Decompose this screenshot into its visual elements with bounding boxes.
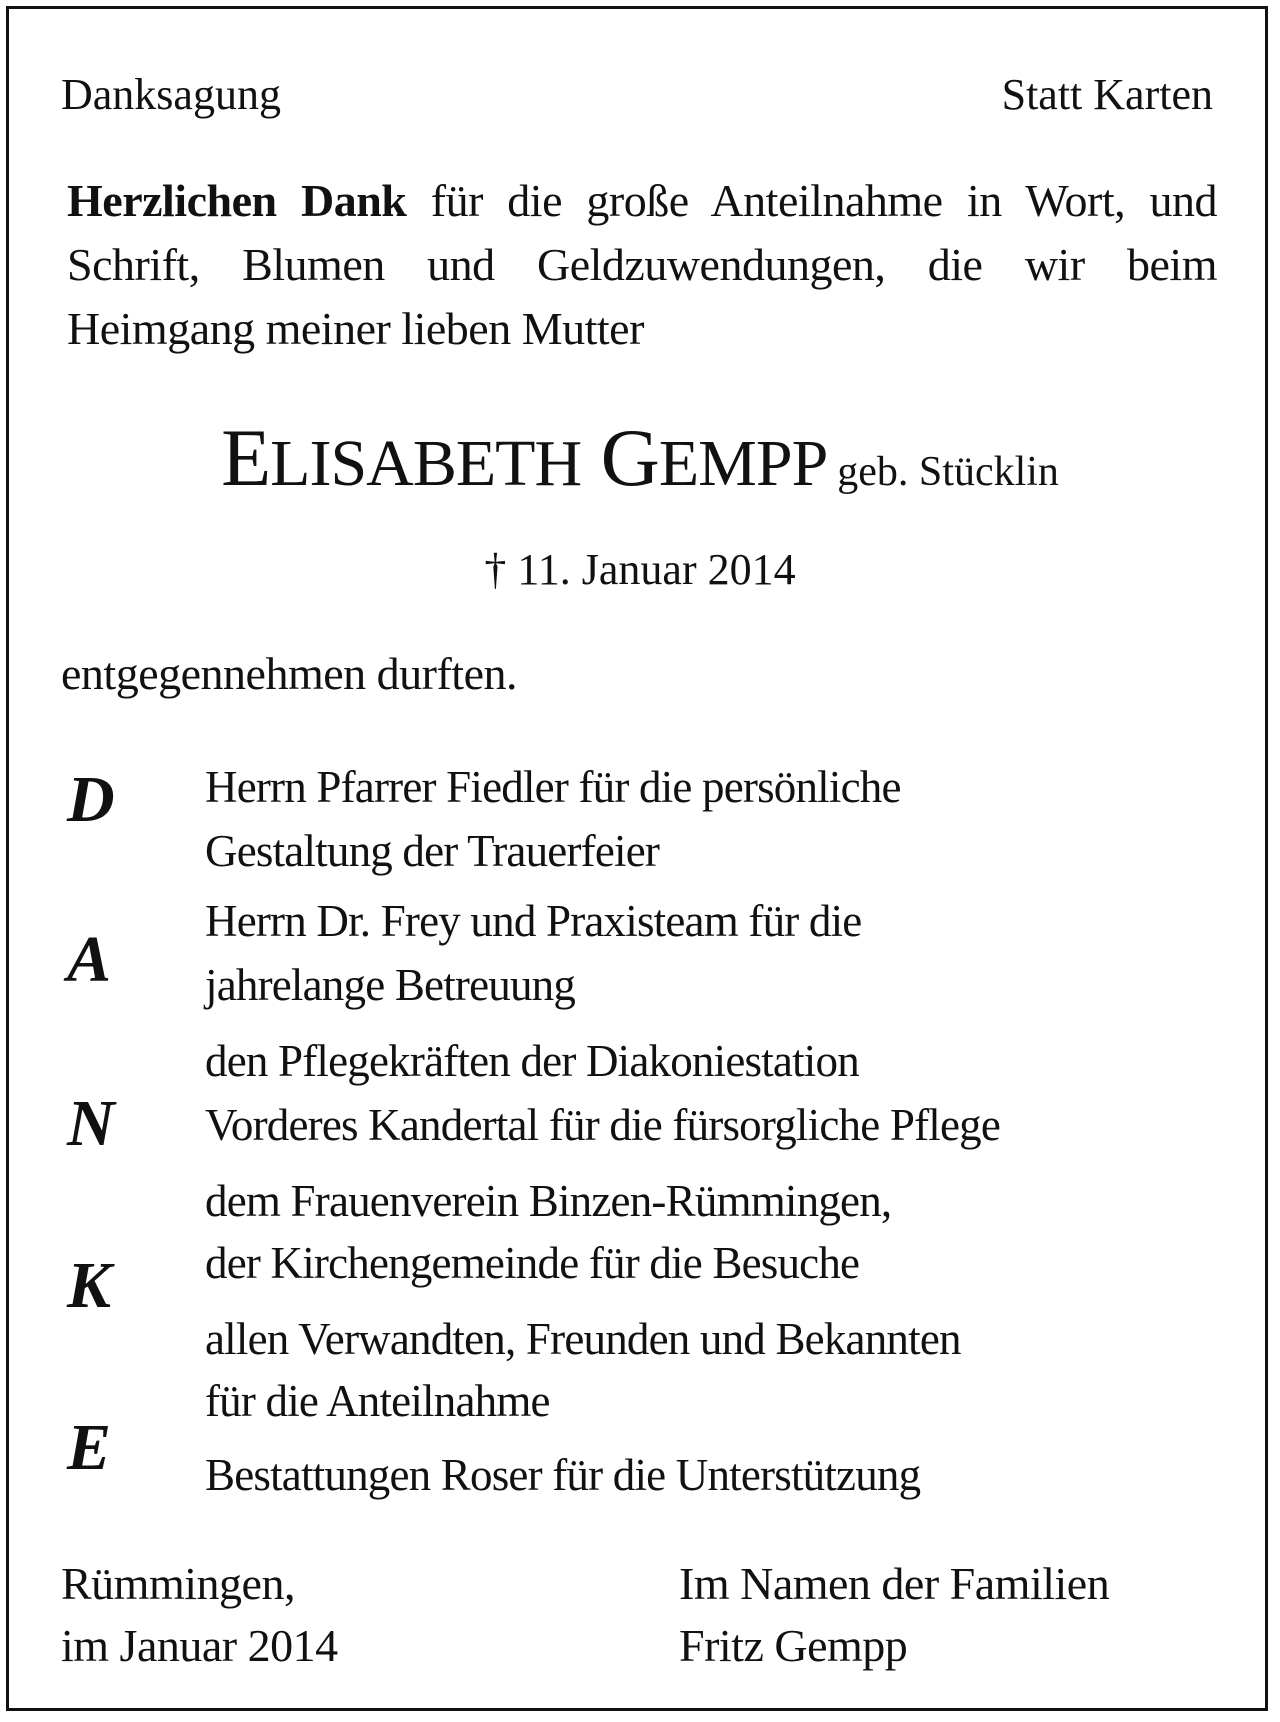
thanks-line: Herrn Dr. Frey und Praxisteam für die <box>205 896 862 946</box>
dank-letter-k: K <box>67 1249 112 1322</box>
header-danksagung: Danksagung <box>61 70 281 119</box>
first-name-rest: LISABETH <box>270 427 582 500</box>
thanks-line: allen Verwandten, Freunden und Bekannten <box>205 1314 961 1364</box>
thanks-line: für die Anteilnahme <box>205 1376 550 1426</box>
footer-on-behalf: Im Namen der Familien <box>679 1558 1110 1609</box>
maiden-name: geb. Stücklin <box>837 449 1059 495</box>
intro-paragraph <box>67 169 1217 361</box>
footer-signer: Fritz Gempp <box>679 1620 908 1671</box>
thanks-line: den Pflegekräften der Diakoniestation <box>205 1036 859 1086</box>
intro-text: für die große Anteilnahme in Wort, und Schrift, Blumen und Geldzuwendungen, die wir beim Heimgang meiner lieben Mutter <box>67 175 1217 354</box>
last-name-initial: G <box>600 412 659 503</box>
closing-phrase: entgegennehmen durften. <box>61 648 517 699</box>
thanks-line: dem Frauenverein Binzen-Rümmingen, <box>205 1176 892 1226</box>
dank-letter-n: N <box>67 1087 115 1160</box>
header-statt-karten: Statt Karten <box>1001 70 1213 119</box>
footer-date: im Januar 2014 <box>61 1620 338 1671</box>
notice-frame <box>6 6 1268 1711</box>
thanks-line: der Kirchengemeinde für die Besuche <box>205 1238 860 1288</box>
first-name-initial: E <box>221 412 271 503</box>
dank-letter-d: D <box>67 763 115 836</box>
thanks-line: Gestaltung der Trauerfeier <box>205 826 660 876</box>
thanks-line: Vorderes Kandertal für die fürsorgliche Pflege <box>205 1100 1000 1150</box>
deceased-name <box>221 412 827 503</box>
death-date: † 11. Januar 2014 <box>484 545 796 594</box>
footer-place: Rümmingen, <box>61 1558 295 1609</box>
last-name-rest: EMPP <box>658 427 828 500</box>
dank-letter-a: A <box>67 923 112 996</box>
intro-bold: Herzlichen Dank <box>67 175 407 226</box>
thanks-line: Herrn Pfarrer Fiedler für die persönliche <box>205 762 901 812</box>
dank-letter-e: E <box>67 1411 112 1484</box>
thanks-line: jahrelange Betreuung <box>205 960 576 1010</box>
thanks-line: Bestattungen Roser für die Unterstützung <box>205 1450 921 1500</box>
deceased-name-line <box>9 411 1271 505</box>
